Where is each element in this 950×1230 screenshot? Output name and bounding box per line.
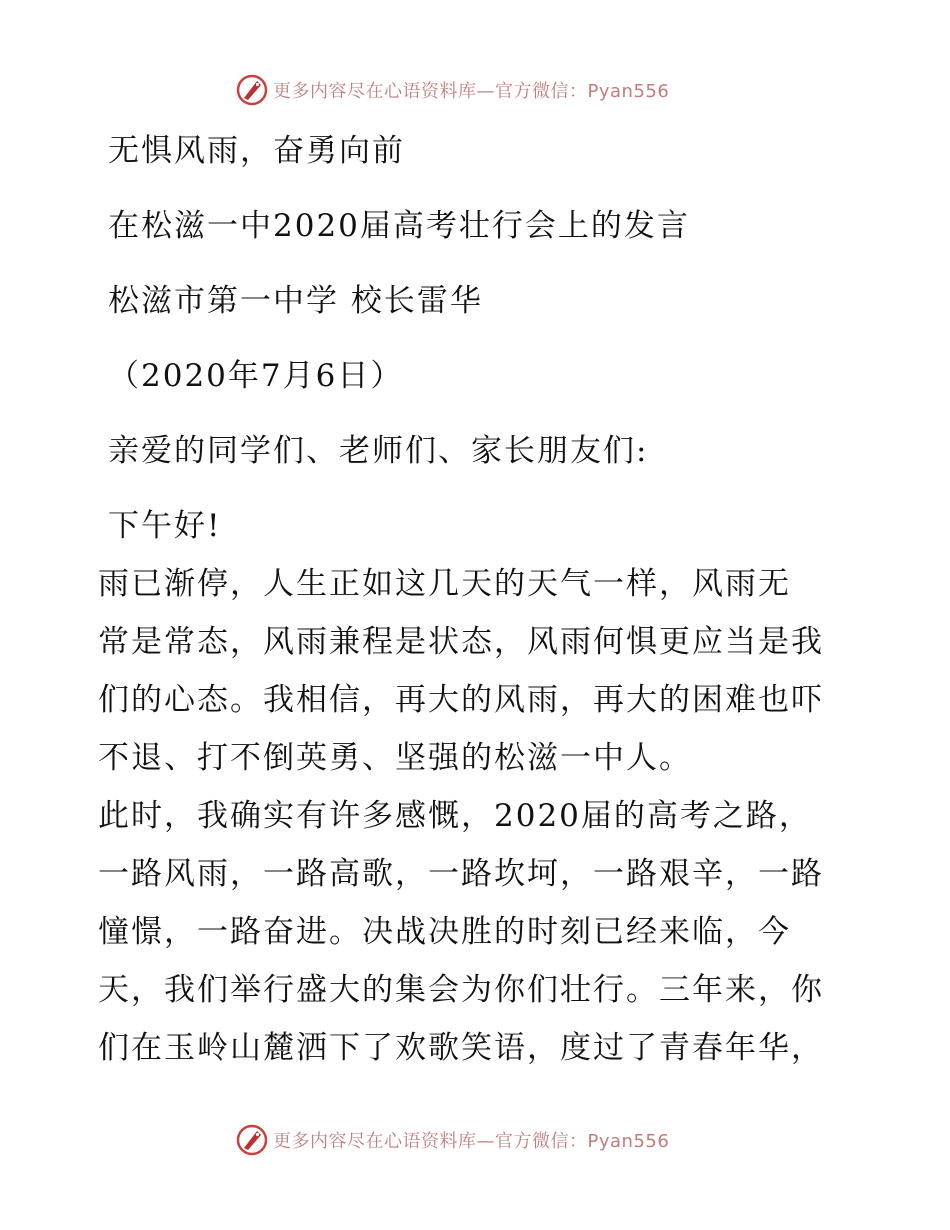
watermark-text: 更多内容尽在心语资料库—官方微信：Pyan556 <box>273 1131 670 1152</box>
document-greeting: 下午好! <box>108 508 222 544</box>
paragraph-1 <box>98 555 858 787</box>
document-body <box>98 122 858 1077</box>
paragraph-2 <box>98 787 858 1077</box>
document-date: （2020年7月6日） <box>108 358 404 394</box>
watermark-text: 更多内容尽在心语资料库—官方微信：Pyan556 <box>273 81 670 102</box>
paragraph-line: 此时，我确实有许多感慨，2020届的高考之路， <box>98 798 812 834</box>
pen-nib-logo-icon <box>235 73 269 107</box>
document-subtitle: 在松滋一中2020届高考壮行会上的发言 <box>108 208 690 244</box>
paragraph-line: 一路风雨，一路高歌，一路坎坷，一路艰辛，一路 <box>98 856 824 892</box>
footer-watermark <box>235 1122 669 1158</box>
paragraph-line: 们的心态。我相信，再大的风雨，再大的困难也吓 <box>98 682 824 718</box>
paragraph-line: 天，我们举行盛大的集会为你们壮行。三年来，你 <box>98 972 824 1008</box>
header-watermark <box>235 72 669 108</box>
paragraph-line: 憧憬，一路奋进。决战决胜的时刻已经来临，今 <box>98 914 791 950</box>
document-title: 无惧风雨，奋勇向前 <box>108 133 405 169</box>
paragraph-line: 常是常态，风雨兼程是状态，风雨何惧更应当是我 <box>98 624 824 660</box>
pen-nib-logo-icon <box>235 1123 269 1157</box>
document-salutation: 亲爱的同学们、老师们、家长朋友们: <box>108 433 649 469</box>
document-author: 松滋市第一中学 校长雷华 <box>108 283 483 319</box>
paragraph-line: 雨已渐停，人生正如这几天的天气一样，风雨无 <box>98 566 791 602</box>
paragraph-line: 不退、打不倒英勇、坚强的松滋一中人。 <box>98 740 692 776</box>
paragraph-line: 们在玉岭山麓洒下了欢歌笑语，度过了青春年华， <box>98 1030 824 1066</box>
